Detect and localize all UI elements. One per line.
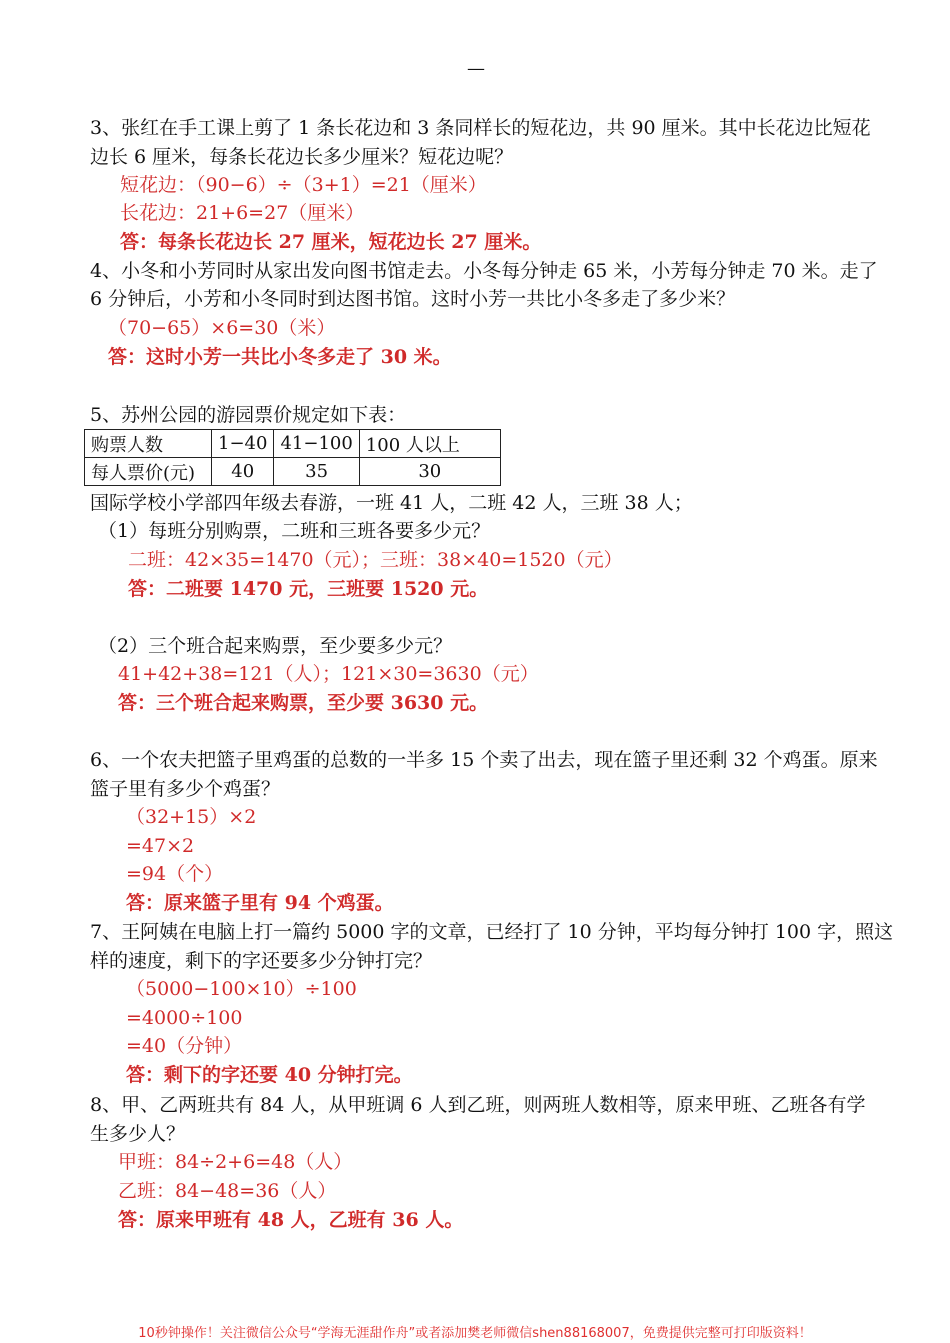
price-table-cell: 41−100	[274, 430, 359, 458]
q3-answer-3: 答：每条长花边长 27 厘米，短花边长 27 厘米。	[120, 231, 542, 253]
q8-answer-3: 答：原来甲班有 48 人，乙班有 36 人。	[118, 1209, 464, 1231]
q4-line2: 6 分钟后，小芳和小冬同时到达图书馆。这时小芳一共比小冬多走了多少米？	[90, 288, 736, 310]
q6-answer-3: =94（个）	[126, 863, 224, 885]
q3-line2: 边长 6 厘米，每条长花边长多少厘米？短花边呢？	[90, 146, 514, 168]
price-table-cell: 30	[359, 458, 500, 486]
q8-answer-2: 乙班：84−48=36（人）	[118, 1180, 337, 1202]
q5-sub1: （1）每班分别购票，二班和三班各要多少元？	[98, 520, 491, 542]
price-table-row	[85, 458, 501, 486]
footer-promo-text: 10秒钟操作！关注微信公众号“学海无涯甜作舟”或者添加樊老师微信shen88168007，免费提供完整可打印版资料！	[138, 1326, 812, 1341]
q4-answer-2: 答：这时小芳一共比小冬多走了 30 米。	[108, 346, 452, 368]
q4-answer-1: （70−65）×6=30（米）	[108, 317, 336, 339]
q3-answer-1: 短花边：（90−6）÷（3+1）=21（厘米）	[120, 174, 487, 196]
q5-intro: 5、苏州公园的游园票价规定如下表：	[90, 404, 407, 426]
q5-line2: 国际学校小学部四年级去春游，一班 41 人，二班 42 人，三班 38 人；	[90, 492, 693, 514]
q6-answer-2: =47×2	[126, 835, 195, 857]
q6-line1: 6、一个农夫把篮子里鸡蛋的总数的一半多 15 个卖了出去，现在篮子里还剩 32 个鸡蛋。原来	[90, 749, 878, 771]
q7-line2: 样的速度，剩下的字还要多少分钟打完？	[90, 950, 433, 972]
price-table	[84, 429, 501, 486]
q5-sub2-answer-1: 41+42+38=121（人）；121×30=3630（元）	[118, 663, 539, 685]
q5-sub2: （2）三个班合起来购票，至少要多少元？	[98, 635, 453, 657]
price-table-cell: 40	[212, 458, 274, 486]
price-table-cell: 1−40	[212, 430, 274, 458]
q8-line2: 生多少人？	[90, 1123, 186, 1145]
q7-answer-4: 答：剩下的字还要 40 分钟打完。	[126, 1064, 413, 1086]
price-table-cell: 购票人数	[85, 430, 212, 458]
q8-line1: 8、甲、乙两班共有 84 人，从甲班调 6 人到乙班，则两班人数相等，原来甲班、乙班各有学	[90, 1094, 866, 1116]
q5-sub1-answer-2: 答：二班要 1470 元，三班要 1520 元。	[128, 578, 489, 600]
price-table-cell: 35	[274, 458, 359, 486]
q6-answer-1: （32+15）×2	[126, 806, 257, 828]
price-table-cell: 每人票价(元)	[85, 458, 212, 486]
q7-answer-3: =40（分钟）	[126, 1035, 243, 1057]
q4-line1: 4、小冬和小芳同时从家出发向图书馆走去。小冬每分钟走 65 米，小芳每分钟走 70 米。走了	[90, 260, 878, 282]
q6-line2: 篮子里有多少个鸡蛋？	[90, 778, 281, 800]
q5-sub1-answer-1: 二班：42×35=1470（元）；三班：38×40=1520（元）	[128, 549, 623, 571]
q3-line1: 3、张红在手工课上剪了 1 条长花边和 3 条同样长的短花边，共 90 厘米。其中长花边比短花	[90, 117, 871, 139]
q3-answer-2: 长花边：21+6=27（厘米）	[120, 202, 365, 224]
q7-answer-1: （5000−100×10）÷100	[126, 978, 357, 1000]
price-table-header-row	[85, 430, 501, 458]
q7-answer-2: =4000÷100	[126, 1007, 243, 1029]
price-table-cell: 100 人以上	[359, 430, 500, 458]
q6-answer-4: 答：原来篮子里有 94 个鸡蛋。	[126, 892, 394, 914]
q8-answer-1: 甲班：84÷2+6=48（人）	[118, 1151, 353, 1173]
page-marker: —	[467, 58, 485, 79]
q5-sub2-answer-2: 答：三个班合起来购票，至少要 3630 元。	[118, 692, 489, 714]
q7-line1: 7、王阿姨在电脑上打一篇约 5000 字的文章，已经打了 10 分钟，平均每分钟打 100 字，照这	[90, 921, 894, 943]
